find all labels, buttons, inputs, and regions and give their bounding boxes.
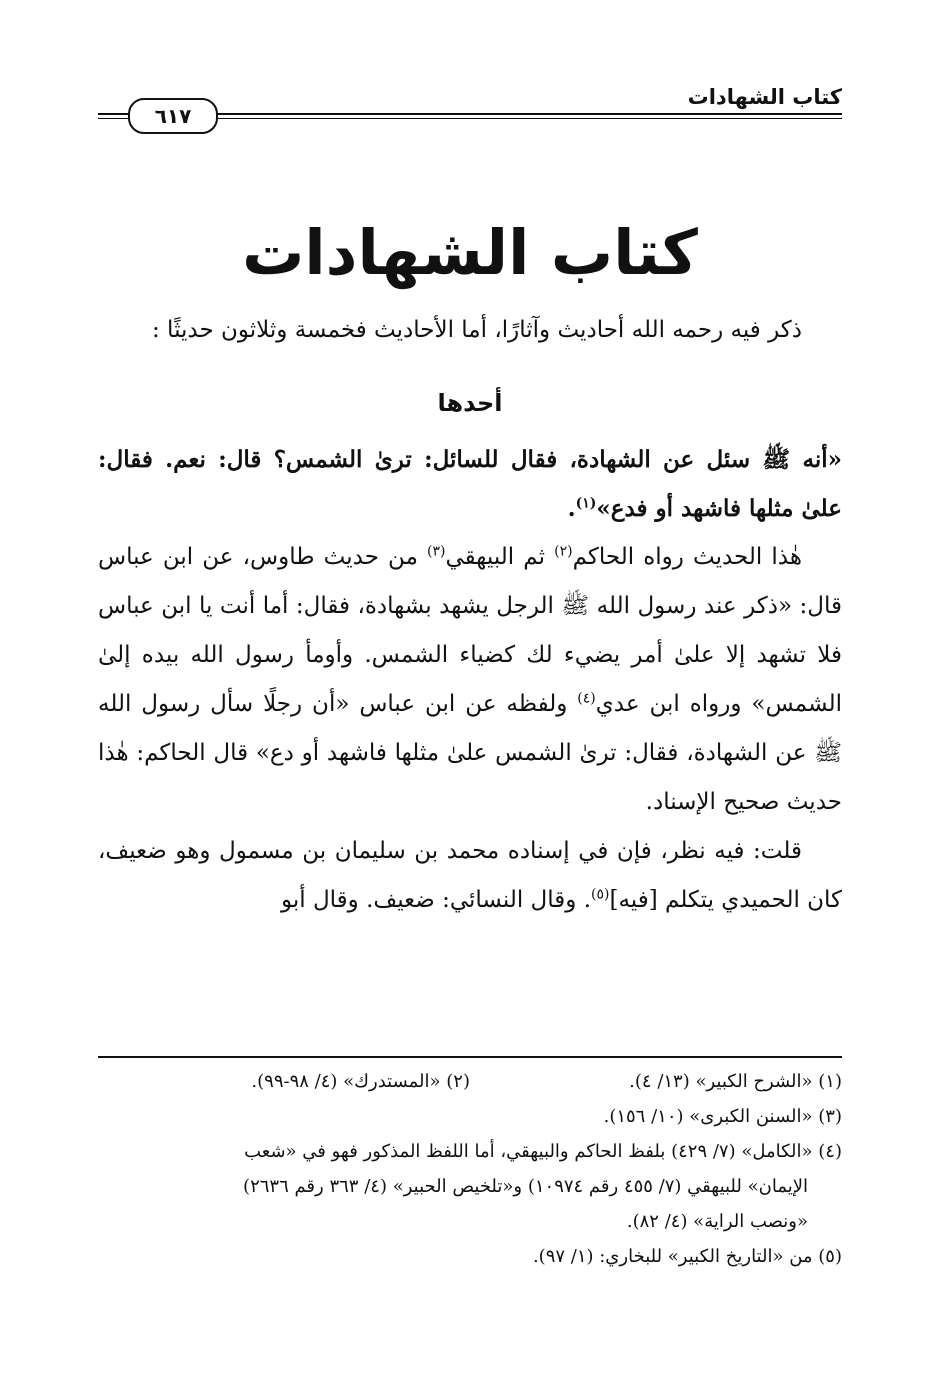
hadith-end: . [567,495,576,522]
footnote-ref-1: (١) [575,495,597,512]
commentary-part-4: ولفظه عن ابن عباس «أن رجلًا سأل رسول الله ﷺ عن الشهادة، فقال: ترىٰ الشمس علىٰ مثلها فاشهد أو دع» قال الحاكم: هٰذا حديث صحيح الإسناد. [98,691,842,815]
main-text [98,306,842,925]
critique-part-1: قلت: فيه نظر، فإن في إسناده محمد بن سليمان بن مسمول وهو ضعيف، كان الحميدي يتكلم [فيه] [98,838,842,913]
commentary-part-3: من حديث طاوس، عن ابن عباس قال: «ذكر عند رسول الله ﷺ الرجل يشهد بشهادة، فقال: أما أنت يا ابن عباس فلا تشهد إلا علىٰ أمر يضيء لك كضياء الشمس. وأومأ رسول الله بيده إلىٰ الشمس» ورواه ابن عدي [98,544,842,717]
section-heading: أحدها [437,389,503,417]
commentary-part-2: ثم البيهقي [445,544,555,570]
footnote-row-1-2 [98,1064,842,1099]
running-title: كتاب الشهادات [687,85,842,109]
critique-part-2: . وقال النسائي: ضعيف. وقال أبو [280,887,592,913]
commentary-part-1: هٰذا الحديث رواه الحاكم [572,544,803,570]
footnote-2: (٢) «المستدرك» (٤/ ٩٨-٩٩). [251,1071,470,1092]
footnote-4-line-3: «ونصب الراية» (٤/ ٨٢). [626,1211,808,1232]
footnotes [98,1064,842,1274]
chapter-title: كتاب الشهادات [242,216,698,289]
footnote-3: (٣) «السنن الكبرى» (١٠/ ١٥٦). [603,1106,842,1127]
footnote-4-line-2: الإيمان» للبيهقي (٧/ ٤٥٥ رقم ١٠٩٧٤) و«تلخيص الحبير» (٤/ ٣٦٣ رقم ٢٦٣٦) [243,1176,808,1197]
intro-paragraph: ذكر فيه رحمه الله أحاديث وآثارًا، أما الأحاديث فخمسة وثلاثون حديثًا : [152,317,802,343]
footnote-ref-4: (٤) [577,690,596,707]
footnote-5: (٥) من «التاريخ الكبير» للبخاري: (١/ ٩٧). [532,1246,842,1267]
footnote-4-line-1: (٤) «الكامل» (٧/ ٤٢٩) بلفظ الحاكم والبيهقي، أما اللفظ المذكور فهو في «شعب [244,1141,842,1162]
hadith-quote: «أنه ﷺ سئل عن الشهادة، فقال للسائل: ترىٰ الشمس؟ قال: نعم. فقال: علىٰ مثلها فاشهد أو فدع» [98,446,842,522]
footnote-1: (١) «الشرح الكبير» (١٣/ ٤). [629,1071,842,1092]
footnote-ref-5: (٥) [591,886,610,903]
commentary-paragraph [98,533,842,827]
footnote-ref-3: (٣) [427,543,446,560]
footnote-ref-2: (٢) [554,543,573,560]
critique-paragraph [98,827,842,925]
running-header [98,82,842,126]
hadith-text [98,435,842,533]
page-number: ٦١٧ [128,98,218,134]
footnote-separator [98,1056,842,1058]
